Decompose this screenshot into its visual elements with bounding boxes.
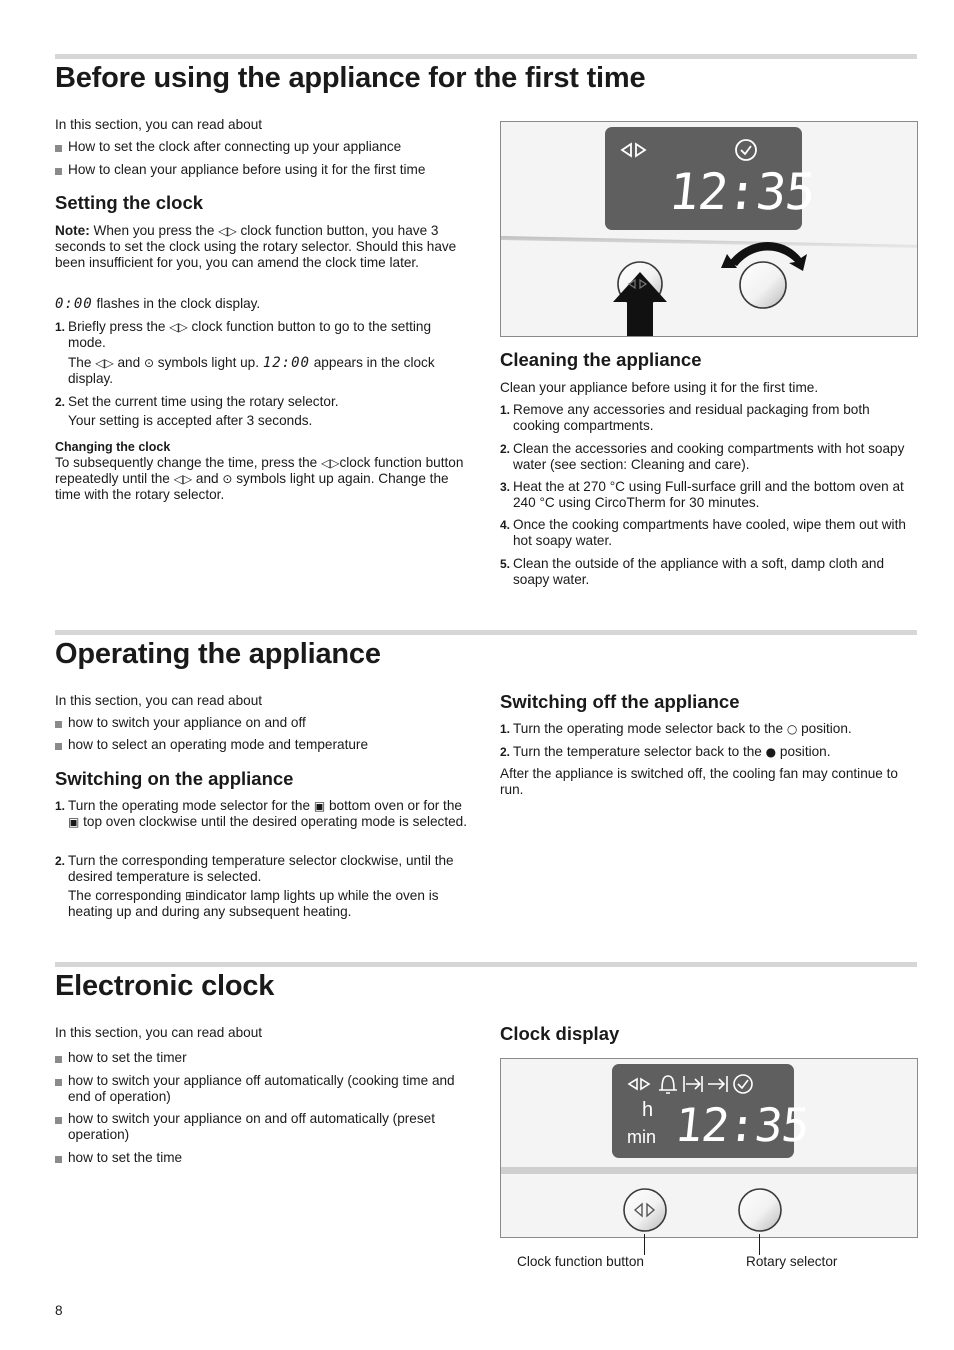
clock-icon: ⊙ xyxy=(143,356,154,370)
clock-display-value: 12:35 xyxy=(672,1098,812,1152)
switch-on-step-1: 1. Turn the operating mode selector for the ▣ bottom oven or for the ▣ top oven clockwise until the desired operating mode is selected. xyxy=(55,798,467,829)
heading-cleaning: Cleaning the appliance xyxy=(500,349,702,370)
control-panel-drawing xyxy=(501,122,917,336)
clock-function-button-icon: ◁▷ xyxy=(321,456,340,470)
clock-icon: ⊙ xyxy=(222,472,233,486)
display-unit-min: min xyxy=(627,1127,657,1147)
step-text: clock function button to go to the setting mode. xyxy=(68,319,432,350)
heading-switching-on: Switching on the appliance xyxy=(55,768,294,789)
section-intro: In this section, you can read about xyxy=(55,117,263,132)
section-divider xyxy=(55,962,917,967)
bullet-item: how to switch your appliance on and off automatically (preset operation) xyxy=(55,1111,471,1143)
rotary-selector xyxy=(740,262,786,308)
bullet-item: how to switch your appliance off automatically (cooking time and end of operation) xyxy=(55,1073,471,1105)
cleaning-step-2: 2. Clean the accessories and cooking compartments with hot soapy water (see section: Cleaning and care). xyxy=(500,441,905,472)
section-title-first-use: Before using the appliance for the first time xyxy=(55,62,646,94)
section-title-operating: Operating the appliance xyxy=(55,638,381,670)
page-number: 8 xyxy=(55,1303,63,1318)
flash-paragraph xyxy=(55,296,470,312)
switch-off-step-1: 1. Turn the operating mode selector back to the ○ position. xyxy=(500,721,852,736)
clock-step-1: 1. Briefly press the ◁▷ clock function button to go to the setting mode. xyxy=(55,319,432,350)
clock-display-illustration xyxy=(500,1058,918,1238)
bullet-item: how to select an operating mode and temperature xyxy=(55,737,368,753)
switch-on-step-2: 2. Turn the corresponding temperature selector clockwise, until the desired temperature is selected. xyxy=(55,853,454,884)
cleaning-intro: Clean your appliance before using it for the first time. xyxy=(500,380,819,395)
clock-function-button-icon: ◁▷ xyxy=(173,472,193,486)
cleaning-step-4: 4. Once the cooking compartments have cooled, wipe them out with hot soapy water. xyxy=(500,517,906,548)
note-paragraph xyxy=(55,223,470,271)
heading-clock-display: Clock display xyxy=(500,1023,620,1044)
bullet-item: how to switch your appliance on and off xyxy=(55,715,306,731)
section-divider xyxy=(55,54,917,59)
heading-setting-clock: Setting the clock xyxy=(55,192,204,213)
clock-step-2: 2. Set the current time using the rotary selector. xyxy=(55,394,339,409)
caption-rotary-selector: Rotary selector xyxy=(746,1254,838,1269)
oven-icon: ▣ xyxy=(313,799,326,813)
clock-function-button-icon: ◁▷ xyxy=(218,224,237,238)
clock-display-value: 12:35 xyxy=(665,163,818,221)
bullet-item: how to set the timer xyxy=(55,1050,187,1066)
cleaning-step-3: 3. Heat the at 270 °C using Full-surface grill and the bottom oven at 240 °C using CircoTherm for 30 minutes. xyxy=(500,479,904,510)
display-value-flash: 0:00 xyxy=(55,296,93,312)
note-text-a: When you press the xyxy=(93,223,215,238)
clock-step-2-result: Your setting is accepted after 3 seconds. xyxy=(68,413,313,428)
cleaning-step-1: 1. Remove any accessories and residual packaging from both cooking compartments. xyxy=(500,402,870,433)
panel-strip xyxy=(501,1167,917,1174)
display-unit-h: h xyxy=(642,1099,654,1121)
cleaning-step-5: 5. Clean the outside of the appliance with a soft, damp cloth and soapy water. xyxy=(500,556,885,587)
panel-ridge xyxy=(501,236,917,248)
off-position-icon: ● xyxy=(765,745,777,759)
heading-changing-clock: Changing the clock xyxy=(55,440,171,454)
section-intro: In this section, you can read about xyxy=(55,693,263,708)
flash-text: flashes in the clock display. xyxy=(96,296,261,311)
switch-on-step-2-result: The corresponding ⊞indicator lamp lights up while the oven is heating up and during any subsequent heating. xyxy=(68,888,439,919)
control-panel-illustration xyxy=(500,121,918,337)
oven-icon: ▣ xyxy=(68,815,80,829)
section-intro: In this section, you can read about xyxy=(55,1025,263,1040)
bullet-item: how to set the time xyxy=(55,1150,182,1166)
switch-off-step-2: 2. Turn the temperature selector back to the ● position. xyxy=(500,744,831,759)
caption-clock-function-button: Clock function button xyxy=(517,1254,644,1269)
clock-function-button xyxy=(624,1189,666,1231)
rotary-selector xyxy=(739,1189,781,1231)
switch-off-after: After the appliance is switched off, the cooling fan may continue to run. xyxy=(500,766,898,797)
section-title-electronic-clock: Electronic clock xyxy=(55,970,275,1002)
bullet-item: How to clean your appliance before using it for the first time xyxy=(55,162,425,178)
bullet-item: How to set the clock after connecting up your appliance xyxy=(55,139,401,155)
note-text-b: clock function button, you have 3 seconds to set the clock using the rotary selector. Should this have been insufficient for you, you can amend the clock time later. xyxy=(55,223,457,270)
changing-paragraph: To subsequently change the time, press the ◁▷clock function button repeatedly until the ◁▷ and ⊙ symbols light up again. Change the time with the rotary selector. xyxy=(55,455,464,502)
callout-line xyxy=(644,1234,645,1255)
display-value-setting: 12:00 xyxy=(262,355,310,371)
clock-function-button-icon: ◁▷ xyxy=(169,320,188,334)
heading-switching-off: Switching off the appliance xyxy=(500,691,740,712)
off-position-icon: ○ xyxy=(786,722,798,736)
step-text: Briefly press the xyxy=(68,319,166,334)
heat-indicator-icon: ⊞ xyxy=(185,889,196,903)
clock-function-button-icon: ◁▷ xyxy=(95,356,114,370)
section-divider xyxy=(55,630,917,635)
callout-line xyxy=(759,1234,760,1255)
note-label: Note: xyxy=(55,223,90,238)
clock-step-1-result: The ◁▷ and ⊙ symbols light up. 12:00 appears in the clock display. xyxy=(68,355,435,386)
